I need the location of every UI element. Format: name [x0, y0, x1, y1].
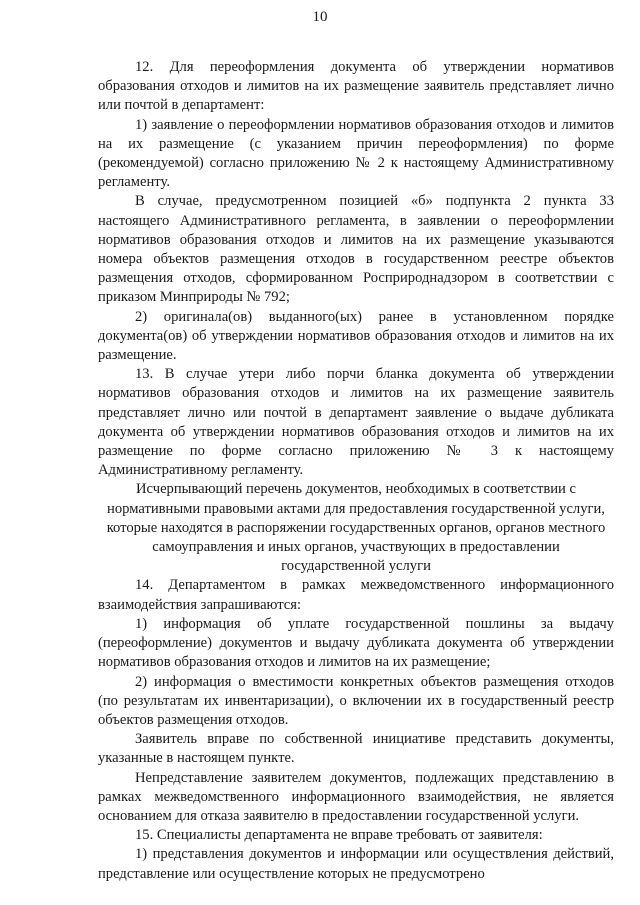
paragraph-12-item-2: 2) оригинала(ов) выданного(ых) ранее в установленном порядке документа(ов) об утверждении нормативов образования отходов и лимитов на их размещение. — [98, 308, 614, 364]
heading-line-5: государственной услуги — [281, 558, 431, 575]
paragraph-13: 13. В случае утери либо порчи бланка документа об утверждении нормативов образования отходов и лимитов на их размещение заявитель представляет лично или почтой в департамент заявление о выдаче дубликата документа об утверждении нормативов образования отходов и лимитов на их размещение по форме согласно приложению № 3 к настоящему Административному регламенту. — [98, 366, 614, 479]
paragraph-12-item-1: 1) заявление о переоформлении нормативов образования отходов и лимитов на их размещение (с указанием причин переоформления) по форме (рекомендуемой) согласно приложению № 2 к настоящему Административному регламенту. — [98, 116, 614, 191]
page-number: 10 — [312, 9, 328, 25]
paragraph-12: 12. Для переоформления документа об утверждении нормативов образования отходов и лимитов на их размещение заявитель представляет лично или почтой в департамент: — [98, 59, 614, 114]
paragraph-14: 14. Департаментом в рамках межведомственного информационного взаимодействия запрашиваются: — [98, 577, 614, 613]
heading-line-2: нормативными правовыми актами для предоставления государственной услуги, — [107, 500, 605, 517]
paragraph-14-applicant-right: Заявитель вправе по собственной инициативе представить документы, указанные в настоящем пункте. — [98, 731, 614, 767]
heading-line-1: Исчерпывающий перечень документов, необходимых в соответствии с — [136, 481, 576, 498]
heading-line-4: самоуправления и иных органов, участвующих в предоставлении — [152, 539, 560, 556]
heading-line-3: которые находятся в распоряжении государственных органов, органов местного — [106, 519, 606, 536]
section-heading — [98, 480, 614, 576]
page-body — [98, 58, 614, 884]
paragraph-14-item-2: 2) информация о вместимости конкретных объектов размещения отходов (по результатам их инвентаризации), о включении их в государственный реестр объектов размещения отходов. — [98, 673, 614, 728]
paragraph-15: 15. Специалисты департамента не вправе требовать от заявителя: — [135, 827, 543, 844]
paragraph-15-item-1: 1) представления документов и информации или осуществления действий, представление или осуществление которых не предусмотрено — [98, 846, 614, 882]
paragraph-14-item-1: 1) информация об уплате государственной пошлины за выдачу (переоформление) документов и выдачу дубликата документа об утверждении нормативов образования отходов и лимитов на их размещение; — [98, 615, 614, 671]
paragraph-12-note: В случае, предусмотренном позицией «б» подпункта 2 пункта 33 настоящего Административного регламента, в заявлении о переоформлении нормативов образования отходов и лимитов на их размещение указываются номера объектов размещения отходов в государственном реестре объектов размещения отходов, сформированном Росприроднадзором в соответствии с приказом Минприроды № 792; — [98, 193, 614, 306]
paragraph-14-non-submission: Непредставление заявителем документов, подлежащих представлению в рамках межведомственного информационного взаимодействия, не является основанием для отказа заявителю в предоставлении государственной услуги. — [98, 769, 614, 824]
